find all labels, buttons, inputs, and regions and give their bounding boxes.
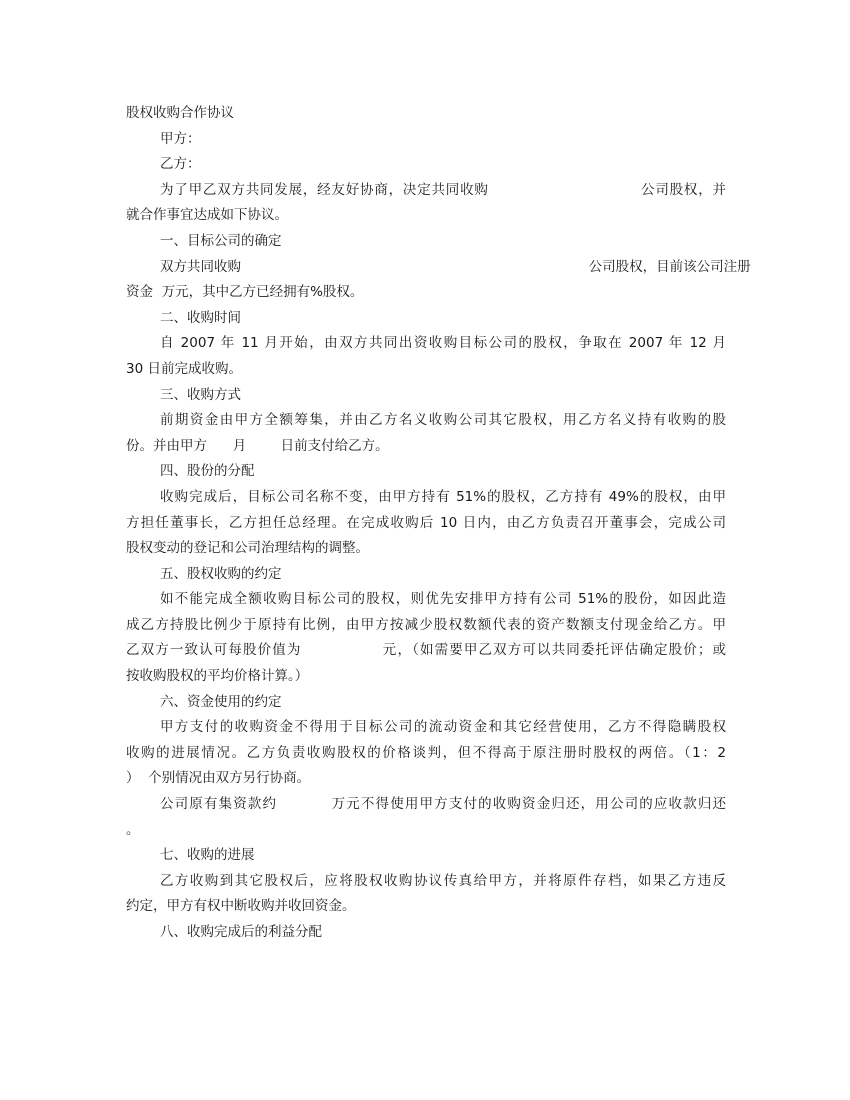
section-heading: 八、收购完成后的利益分配 [160, 924, 322, 940]
paragraph-line: 乙方收购到其它股权后，应将股权收购协议传真给甲方，并将原件存档，如果乙方违反 [160, 872, 726, 889]
preamble-line: 就合作事宜达成如下协议。 [126, 207, 288, 224]
paragraph-line: 公司原有集资款约 万元不得使用甲方支付的收购资金归还，用公司的应收款归还 [160, 796, 726, 813]
section-heading: 六、资金使用的约定 [160, 693, 282, 710]
document-body [126, 101, 751, 946]
section-heading: 一、目标公司的确定 [160, 232, 282, 249]
paragraph-line: 约定，甲方有权中断收购并收回资金。 [126, 898, 356, 915]
paragraph-line: 收购的进展情况。乙方负责收购股权的价格谈判，但不得高于原注册时股权的两倍。（1：2 [126, 744, 726, 761]
party-a-line: 甲方： [160, 130, 201, 147]
paragraph-line: 甲方支付的收购资金不得用于目标公司的流动资金和其它经营使用，乙方不得隐瞒股权 [160, 719, 726, 736]
paragraph-line: 30 日前完成收购。 [126, 360, 242, 377]
paragraph-line: 前期资金由甲方全额筹集，并由乙方名义收购公司其它股权，用乙方名义持有收购的股 [160, 412, 726, 429]
paragraph-line: 如不能完成全额收购目标公司的股权，则优先安排甲方持有公司 51%的股份，如因此造 [160, 591, 726, 608]
section-heading: 五、股权收购的约定 [160, 565, 282, 582]
paragraph-line: 方担任董事长，乙方担任总经理。在完成收购后 10 日内，由乙方负责召开董事会，完成公司 [126, 514, 726, 531]
paragraph-line: 成乙方持股比例少于原持有比例，由甲方按减少股权数额代表的资产数额支付现金给乙方。甲 [126, 616, 726, 633]
paragraph-line: 自 2007 年 11 月开始，由双方共同出资收购目标公司的股权，争取在 2007 年 12 月 [160, 335, 726, 352]
party-b-line: 乙方： [160, 156, 201, 173]
document-title: 股权收购合作协议 [126, 105, 234, 121]
paragraph-line: 资金 万元，其中乙方已经拥有%股权。 [126, 284, 364, 301]
paragraph-line: 收购完成后，目标公司名称不变，由甲方持有 51%的股权，乙方持有 49%的股权，由甲 [160, 488, 726, 505]
section-heading: 四、股份的分配 [160, 463, 255, 480]
preamble-line: 为了甲乙双方共同发展，经友好协商，决定共同收购 公司股权，并 [160, 181, 726, 198]
paragraph-line: 。 [126, 821, 140, 838]
paragraph-line: 股权变动的登记和公司治理结构的调整。 [126, 540, 369, 557]
section-heading: 七、收购的进展 [160, 847, 255, 864]
paragraph-line: 份。并由甲方 月 日前支付给乙方。 [126, 437, 389, 454]
paragraph-line: 按收购股权的平均价格计算。） [126, 668, 309, 685]
section-heading: 三、收购方式 [160, 386, 241, 403]
paragraph-line: 乙双方一致认可每股价值为 元，（如需要甲乙双方可以共同委托评估确定股价；或 [126, 642, 726, 659]
section-heading: 二、收购时间 [160, 309, 241, 326]
paragraph-line: 双方共同收购 公司股权，目前该公司注册 [160, 258, 751, 275]
paragraph-line: ） 个别情况由双方另行协商。 [126, 770, 311, 787]
